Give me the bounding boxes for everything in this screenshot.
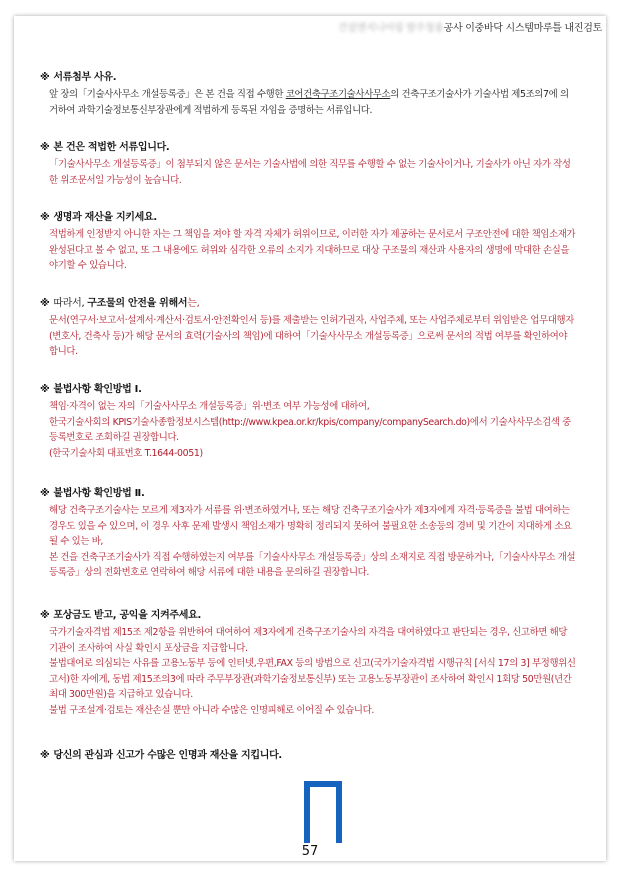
section-title [40, 138, 576, 153]
paragraph: 국가기술자격법 제15조 제2항을 위반하여 대여하여 제3자에게 건축구조기술사의 자격을 대여하였다고 판단되는 경우, 신고하면 해당 기관이 조사하여 사실 확인시 포상금을 지급합니다. [49, 627, 568, 654]
section-title-text: 불법사항 확인방법 Ⅰ. [53, 384, 142, 395]
section-title-text: 당신의 관심과 신고가 수많은 인명과 재산을 지킵니다. [53, 750, 282, 761]
paragraph: 불법 구조설계·검토는 재산손실 뿐만 아니라 수많은 인명피해로 이어질 수 있습니다. [49, 704, 374, 716]
paragraph: (한국기술사회 대표번호 T.1644-0051) [49, 447, 203, 459]
reference-mark: ※ [40, 384, 50, 395]
reference-mark: ※ [40, 142, 50, 153]
section-title [40, 606, 576, 621]
reference-mark: ※ [40, 488, 50, 499]
paragraph: 한국기술사회의 KPIS기술사종합정보시스템(http://www.kpea.or.kr/kpis/company/companySearch.do)에서 기술사사무소검색 중 등록번호로 조회하길 권장합니다. [49, 416, 571, 444]
section-title-text: 서류첨부 사유. [53, 72, 117, 83]
section-closing [40, 746, 576, 765]
section-title [40, 68, 576, 83]
paragraph: 「기술사사무소 개설등록증」이 첨부되지 않은 문서는 기술사법에 의한 직무를 수행할 수 없는 기술사이거나, 기술사가 아닌 자가 작성한 위조문서일 가능성이 높습니다. [49, 159, 571, 186]
section-title-text: 생명과 재산을 지키세요. [53, 212, 157, 223]
section-legitimate-document [40, 138, 576, 188]
section-body [40, 503, 576, 581]
section-body [40, 399, 576, 461]
paragraph: 본 건을 건축구조기술사가 직접 수행하였는지 여부를「기술사사무소 개설등록증」상의 소재지로 직접 방문하거나,「기술사사무소 개설등록증」상의 전화번호로 연락하여 해당 서류에 대한 내용을 문의하길 권장합니다. [49, 551, 576, 579]
section-reward [40, 606, 576, 719]
paragraph-text: 의 건축구조기술사가 기술사법 제5조의7에 의거하여 과학기술정보통신부장관에게 적법하게 등록된 자임을 증명하는 서류입니다. [49, 89, 569, 116]
header-redacted-text: 건설엔지니어링 발주청용 [337, 23, 444, 34]
section-body [40, 87, 576, 118]
paragraph: 해당 건축구조기술사는 모르게 제3자가 서류를 위·변조하였거나, 또는 해당 건축구조기술사가 제3자에게 자격·등록증을 불법 대여하는 경우도 있을 수 있으며, 이 경우 사후 문제 발생시 책임소재가 명확히 정리되지 못하여 불필요한 소송등의 경비 및 기간이 지대하게 소요될 수 있는 바, [49, 505, 572, 548]
section-title [40, 484, 576, 499]
reference-mark: ※ [40, 298, 50, 309]
section-title [40, 208, 576, 223]
section-title [40, 746, 576, 761]
section-body [40, 313, 576, 360]
section-title-text: 불법사항 확인방법 Ⅱ. [53, 488, 145, 499]
section-title-text: 본 건은 적법한 서류입니다. [53, 142, 170, 153]
section-body [40, 227, 576, 274]
paragraph: 책임·자격이 없는 자의「기술사사무소 개설등록증」위·변조 여부 가능성에 대하여, [49, 401, 370, 412]
section-title-prefix: 따라서, [53, 298, 88, 309]
section-check-method-2 [40, 484, 576, 581]
section-body [40, 157, 576, 188]
reference-mark: ※ [40, 750, 50, 761]
reference-mark: ※ [40, 212, 50, 223]
section-title-text: 구조물의 안전을 위해서 [87, 298, 188, 309]
paragraph: 문서(연구서·보고서·설계서·계산서·검토서·안전확인서 등)를 제출받는 인허가권자, 사업주체, 또는 사업주체로부터 위임받은 업무대행자(변호사, 건축사 등)가 해당 문서의 효력(기술사의 책임)에 대하여「기술사사무소 개설등록증」으로써 문서의 적법 여부를 확인하여야 합니다. [49, 315, 574, 358]
reference-mark: ※ [40, 610, 50, 621]
paragraph [49, 87, 576, 118]
page-bracket-decoration [300, 777, 346, 847]
page-header [338, 19, 602, 34]
section-title-text: 포상금도 받고, 공익을 지켜주세요. [53, 610, 202, 621]
section-title [40, 380, 576, 395]
page-number: 57 [301, 844, 319, 859]
section-title-suffix: 는, [187, 298, 200, 309]
section-structure-safety [40, 294, 576, 360]
company-name: 코어건축구조기술사사무소 [285, 89, 391, 100]
paragraph-text: 앞 장의「기술사사무소 개설등록증」은 본 건을 직접 수행한 [49, 89, 286, 100]
paragraph: 불법대여로 의심되는 사유를 고용노동부 등에 인터넷,우편,FAX 등의 방법으로 신고(국가기술자격법 시행규칙 [서식 17의 3] 부정행위신고서)한 자에게, 동법 제15조의3에 따라 주무부장관(과학기술정보통신부) 또는 고용노동부장관이 조사하여 확인시 1회당 50만원(년간 최대 300만원)을 지급하고 있습니다. [49, 658, 576, 701]
section-check-method-1 [40, 380, 576, 461]
section-body [40, 625, 576, 719]
header-title: 공사 이중바닥 시스템마루틀 내진검토 [443, 23, 602, 34]
section-title [40, 294, 576, 309]
paragraph: 적법하게 인정받지 아니한 자는 그 책임을 져야 할 자격 자체가 허위이므로, 이러한 자가 제공하는 문서로서 구조안전에 대한 책임소재가 완성된다고 볼 수 없고, 또 그 내용에도 허위와 심각한 오류의 소지가 지대하므로 대상 구조물의 재산과 사용자의 생명에 막대한 손실을 야기할 수 있습니다. [49, 229, 576, 272]
section-document-reason [40, 68, 576, 118]
reference-mark: ※ [40, 72, 50, 83]
section-protect-life [40, 208, 576, 274]
